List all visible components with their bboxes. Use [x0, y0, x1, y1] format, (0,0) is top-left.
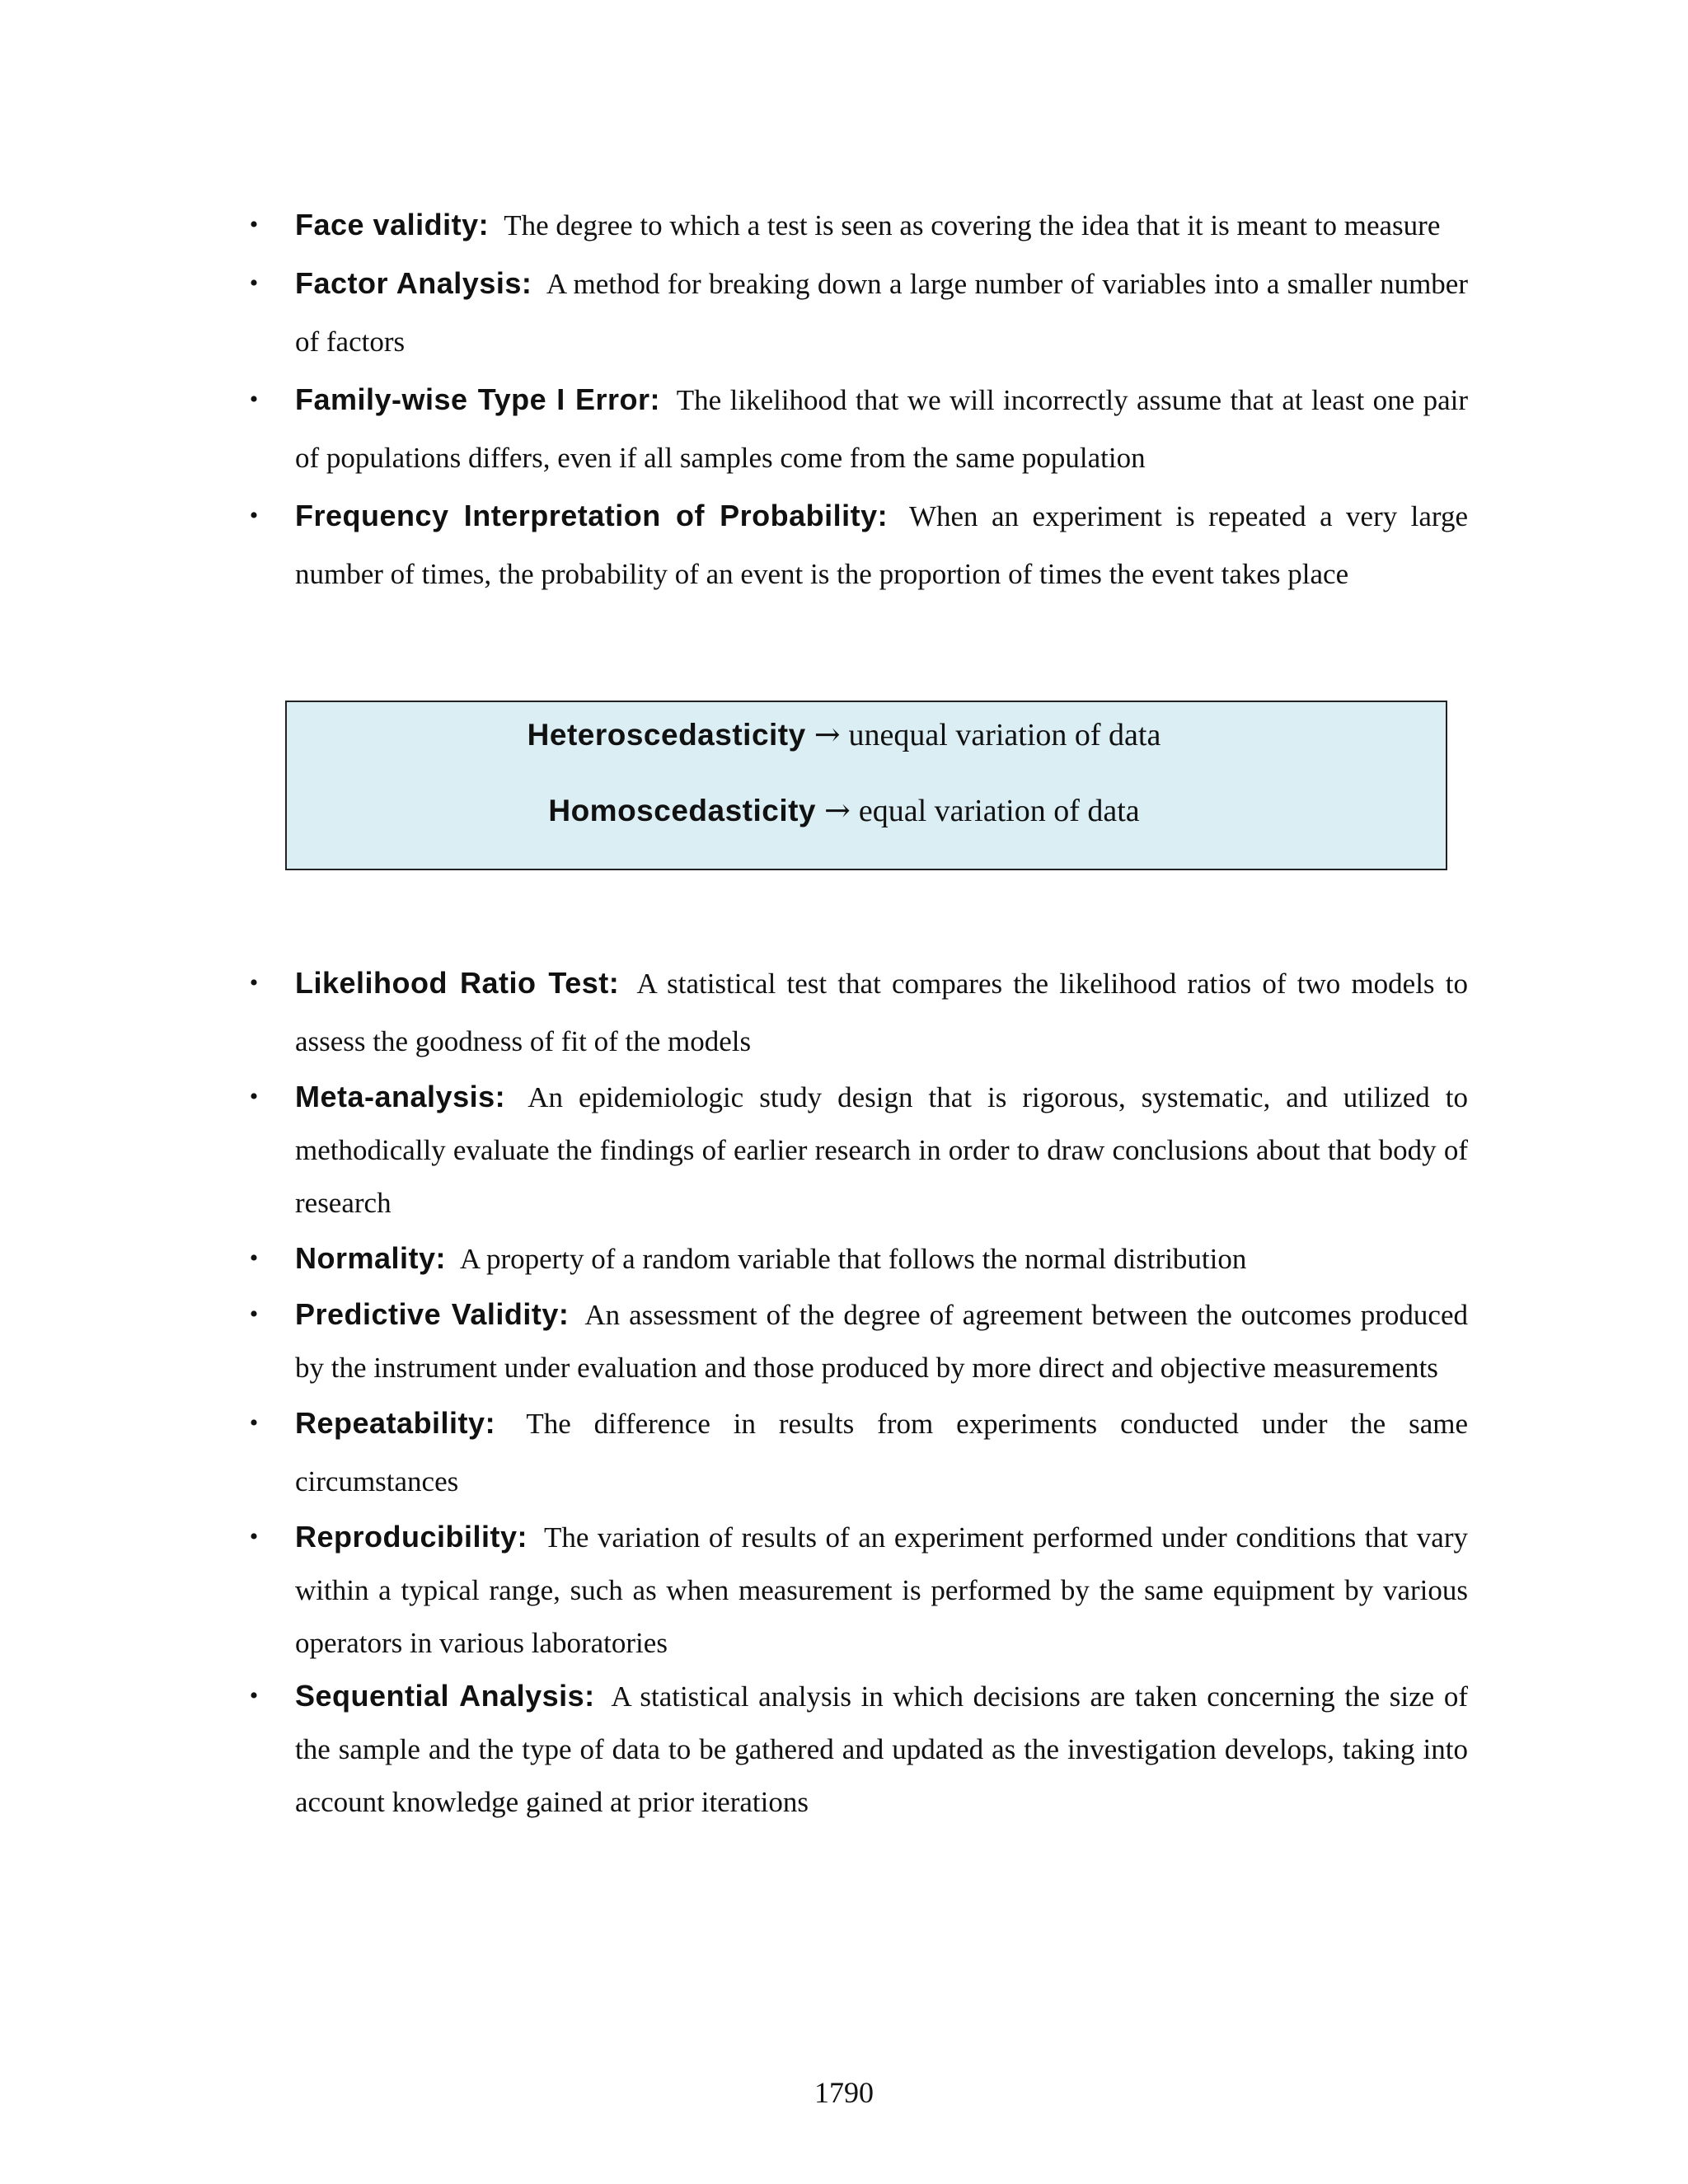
glossary-item-factor-analysis [241, 255, 1468, 371]
callout-line-heteroscedasticity [0, 714, 1688, 756]
bullet-icon: • [249, 1244, 259, 1272]
glossary-item-likelihood-ratio-test [241, 954, 1468, 1071]
bullet-icon: • [249, 1523, 259, 1550]
bullet-icon: • [249, 1083, 259, 1110]
glossary-item-repeatability [241, 1394, 1468, 1511]
glossary-term: Family-wise Type I Error: [295, 382, 660, 416]
glossary-definition: A statistical analysis in which decisions are taken concerning the size of the sample and the type of data to be gathered and updated as the investigation develops, taking into account knowledge gained at prior iterations [295, 1680, 1468, 1818]
callout-text: equal variation of data [858, 794, 1140, 828]
glossary-term: Normality: [295, 1241, 447, 1275]
glossary-list-bottom [241, 954, 1468, 1829]
right-arrow-icon: → [824, 792, 851, 828]
glossary-term: Repeatability: [295, 1406, 496, 1440]
glossary-definition: A property of a random variable that follows the normal distribution [459, 1243, 1247, 1275]
glossary-term: Face validity: [295, 208, 490, 241]
glossary-term: Frequency Interpretation of Probability: [295, 499, 889, 532]
glossary-definition: The difference in results from experiments conducted under the same circumstances [295, 1408, 1468, 1497]
glossary-definition: An assessment of the degree of agreement between the outcomes produced by the instrument under evaluation and those produced by more direct and objective measurements [295, 1299, 1469, 1384]
right-arrow-icon: → [814, 716, 841, 752]
glossary-item-sequential-analysis [241, 1670, 1468, 1829]
callout-term: Homoscedasticity [548, 794, 817, 827]
glossary-term: Sequential Analysis: [295, 1679, 595, 1713]
glossary-definition: A statistical test that compares the likelihood ratios of two models to assess the goodness of fit of the models [295, 968, 1468, 1057]
glossary-item-meta-analysis [241, 1071, 1468, 1230]
glossary-item-frequency-interpretation [241, 487, 1468, 603]
bullet-icon: • [249, 1682, 259, 1709]
glossary-item-predictive-validity [241, 1288, 1468, 1394]
glossary-list-top [241, 196, 1468, 603]
glossary-term: Predictive Validity: [295, 1297, 570, 1331]
callout-term: Heteroscedasticity [527, 718, 806, 752]
bullet-icon: • [249, 502, 259, 529]
glossary-item-reproducibility [241, 1511, 1468, 1670]
bullet-icon: • [249, 1301, 259, 1328]
bullet-icon: • [249, 969, 259, 996]
glossary-term: Likelihood Ratio Test: [295, 966, 620, 1000]
bullet-icon: • [249, 269, 259, 297]
glossary-definition: A method for breaking down a large number of variables into a smaller number of factors [295, 268, 1468, 358]
glossary-item-normality [241, 1230, 1468, 1288]
glossary-definition: The variation of results of an experiment performed under conditions that vary within a typical range, such as when measurement is performed by the same equipment by various operators in various laboratories [295, 1521, 1469, 1659]
glossary-term: Reproducibility: [295, 1520, 528, 1554]
glossary-definition: When an experiment is repeated a very large number of times, the probability of an event is the proportion of times the event takes place [295, 500, 1468, 590]
bullet-icon: • [249, 1409, 259, 1436]
callout-text: unequal variation of data [848, 718, 1161, 752]
glossary-item-face-validity [241, 196, 1468, 255]
glossary-term: Meta-analysis: [295, 1080, 506, 1113]
glossary-term: Factor Analysis: [295, 266, 532, 300]
bullet-icon: • [249, 211, 259, 238]
bullet-icon: • [249, 386, 259, 413]
glossary-item-family-wise-error [241, 371, 1468, 487]
callout-line-homoscedasticity [0, 790, 1688, 832]
glossary-definition: The degree to which a test is seen as covering the idea that it is meant to measure [504, 209, 1441, 241]
glossary-definition: The likelihood that we will incorrectly assume that at least one pair of populations differs, even if all samples come from the same population [295, 384, 1468, 474]
page-number: 1790 [814, 2076, 874, 2109]
glossary-definition: An epidemiologic study design that is rigorous, systematic, and utilized to methodically evaluate the findings of earlier research in order to draw conclusions about that body of research [295, 1081, 1468, 1219]
